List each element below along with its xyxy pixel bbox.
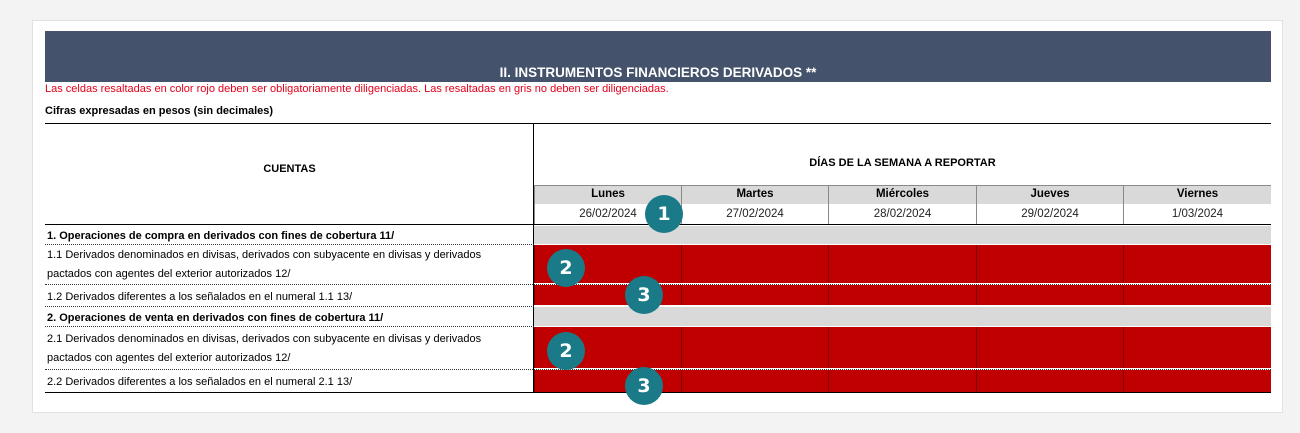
day-header-miercoles: Miércoles: [828, 185, 976, 204]
row-1-1-label-line2: pactados con agentes del exterior autorizados 12/: [47, 268, 291, 280]
date-cell-viernes[interactable]: 1/03/2024: [1123, 204, 1271, 224]
input-1-1-jueves[interactable]: [976, 245, 1123, 283]
row-2-2-label: 2.2 Derivados diferentes a los señalados en el numeral 2.1 13/: [47, 376, 353, 388]
step-badge-2: 2: [547, 249, 585, 287]
required-cells-notice: Las celdas resaltadas en color rojo deben ser obligatoriamente diligenciadas. Las resaltadas en gris no deben ser diligenciadas.: [45, 83, 669, 95]
step-badge-3: 3: [625, 276, 663, 314]
input-1-2-martes[interactable]: [681, 285, 828, 305]
days-header: DÍAS DE LA SEMANA A REPORTAR: [809, 157, 996, 169]
row-2-1-label-line1: 2.1 Derivados denominados en divisas, derivados con subyacente en divisas y derivados: [47, 333, 482, 345]
row-divider: [45, 326, 534, 327]
input-1-2-viernes[interactable]: [1123, 285, 1271, 305]
disabled-band-compra: [534, 226, 1271, 244]
day-header-viernes: Viernes: [1123, 185, 1271, 204]
input-2-2-miercoles[interactable]: [828, 370, 976, 392]
row-2-1-label-line2: pactados con agentes del exterior autorizados 12/: [47, 352, 291, 364]
step-badge-1: 1: [645, 195, 683, 233]
day-header-martes: Martes: [681, 185, 828, 204]
row-1-1-label-line1: 1.1 Derivados denominados en divisas, derivados con subyacente en divisas y derivados: [47, 249, 482, 261]
step-badge-3b: 3: [625, 367, 663, 405]
section-title: II. INSTRUMENTOS FINANCIEROS DERIVADOS **: [45, 31, 1271, 82]
date-cell-miercoles[interactable]: 28/02/2024: [828, 204, 976, 224]
input-1-2-miercoles[interactable]: [828, 285, 976, 305]
step-badge-2b: 2: [547, 332, 585, 370]
input-1-2-jueves[interactable]: [976, 285, 1123, 305]
spreadsheet-frame: [32, 20, 1283, 413]
date-cell-jueves[interactable]: 29/02/2024: [976, 204, 1123, 224]
row-divider: [45, 306, 534, 307]
input-2-1-martes[interactable]: [681, 327, 828, 368]
day-header-top-line: [534, 185, 1271, 186]
row-1-2-label: 1.2 Derivados diferentes a los señalados en el numeral 1.1 13/: [47, 291, 353, 303]
cuentas-header: CUENTAS: [263, 163, 316, 175]
input-1-1-miercoles[interactable]: [828, 245, 976, 283]
figures-note: Cifras expresadas en pesos (sin decimales): [45, 105, 274, 117]
date-cell-lunes[interactable]: 26/02/2024: [534, 204, 681, 224]
input-2-1-miercoles[interactable]: [828, 327, 976, 368]
input-2-2-viernes[interactable]: [1123, 370, 1271, 392]
row-venta-label: 2. Operaciones de venta en derivados con fines de cobertura 11/: [47, 312, 384, 324]
input-1-1-martes[interactable]: [681, 245, 828, 283]
day-header-jueves: Jueves: [976, 185, 1123, 204]
input-1-1-viernes[interactable]: [1123, 245, 1271, 283]
date-cell-martes[interactable]: 27/02/2024: [681, 204, 828, 224]
day-header-lunes: Lunes: [534, 185, 681, 204]
input-2-2-jueves[interactable]: [976, 370, 1123, 392]
table-top-border: [45, 123, 1271, 124]
input-2-1-jueves[interactable]: [976, 327, 1123, 368]
input-2-1-viernes[interactable]: [1123, 327, 1271, 368]
row-compra-label: 1. Operaciones de compra en derivados con fines de cobertura 11/: [47, 230, 395, 242]
row-divider: [45, 244, 534, 245]
input-2-2-martes[interactable]: [681, 370, 828, 392]
